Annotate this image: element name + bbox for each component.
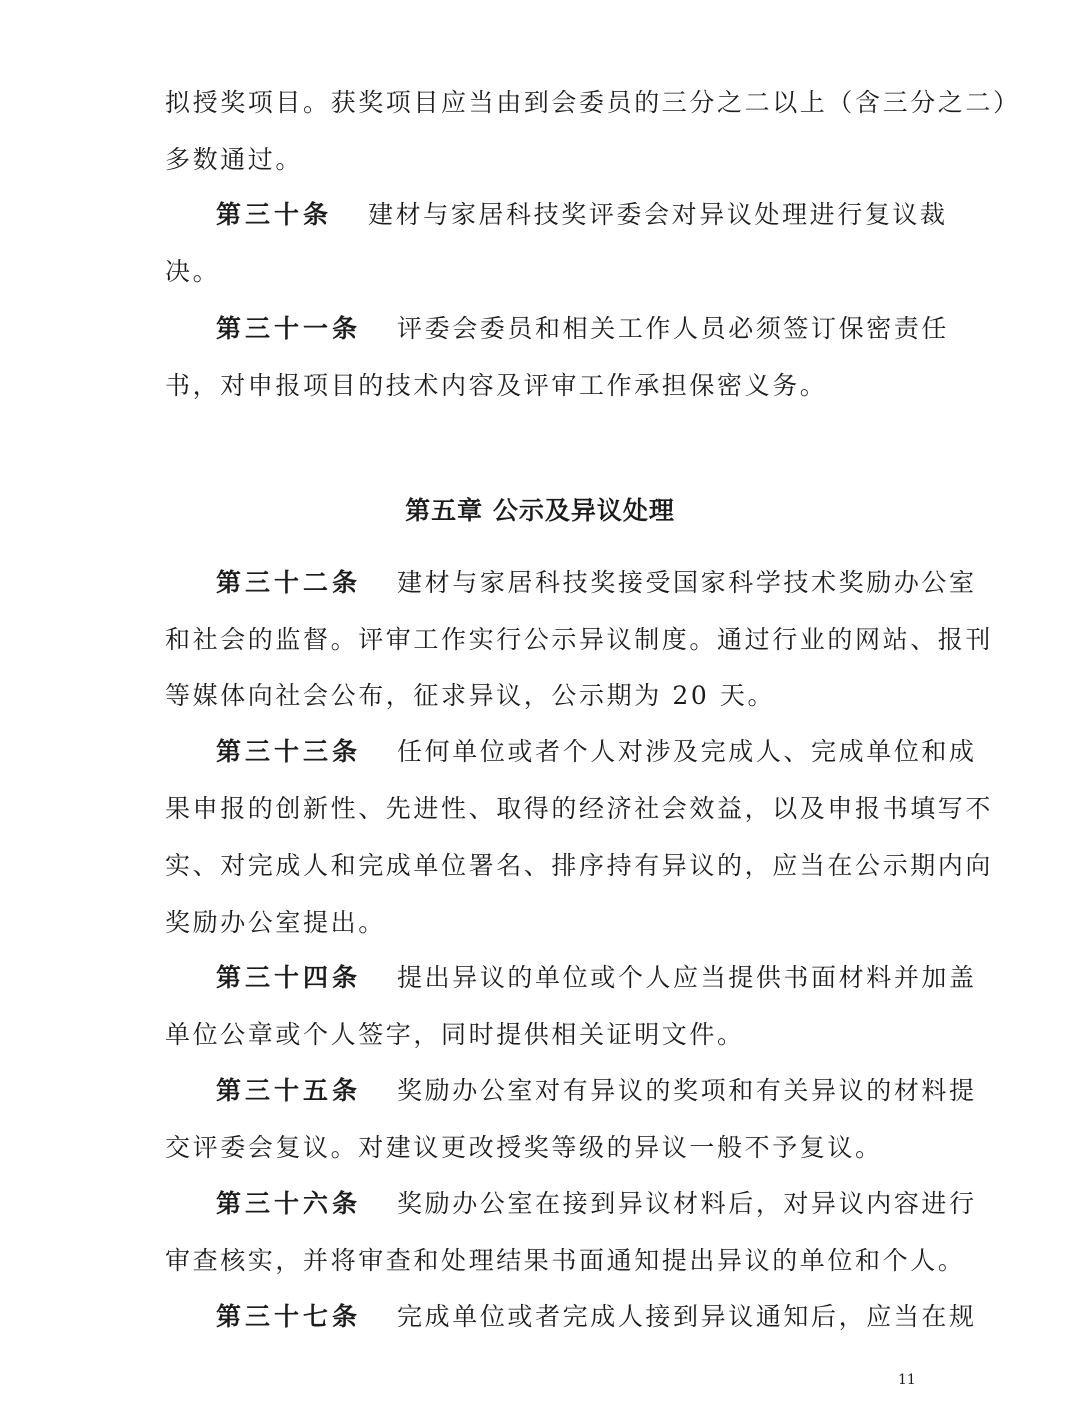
paragraph-line: 拟授奖项目。获奖项目应当由到会委员的三分之二以上（含三分之二）: [165, 88, 1021, 117]
article-33-text: 任何单位或者个人对涉及完成人、完成单位和成: [397, 737, 977, 766]
article-31-label: 第三十一条: [216, 314, 362, 343]
article-31-text: 评委会委员和相关工作人员必须签订保密责任: [397, 314, 950, 343]
article-35-line: [216, 1074, 977, 1108]
article-32-text: 建材与家居科技奖接受国家科学技术奖励办公室: [397, 568, 977, 597]
article-32-continuation: 和社会的监督。评审工作实行公示异议制度。通过行业的网站、报刊: [165, 625, 994, 654]
article-31-line: [216, 312, 950, 346]
article-34-continuation: 单位公章或个人签字，同时提供相关证明文件。: [165, 1020, 745, 1049]
article-33-continuation: 果申报的创新性、先进性、取得的经济社会效益，以及申报书填写不: [165, 794, 994, 823]
article-35-text: 奖励办公室对有异议的奖项和有关异议的材料提: [397, 1076, 977, 1105]
article-32-line: [216, 566, 977, 600]
article-34-text: 提出异议的单位或个人应当提供书面材料并加盖: [397, 963, 977, 992]
paragraph-line: 多数通过。: [165, 145, 304, 174]
article-36-continuation: 审查核实，并将审查和处理结果书面通知提出异议的单位和个人。: [165, 1246, 966, 1275]
article-30-text: 建材与家居科技奖评委会对异议处理进行复议裁: [368, 200, 948, 229]
article-37-line: [216, 1300, 977, 1334]
chapter-title: 第五章 公示及异议处理: [405, 496, 675, 525]
article-33-continuation: 奖励办公室提出。: [165, 908, 386, 937]
article-37-text: 完成单位或者完成人接到异议通知后，应当在规: [397, 1302, 977, 1331]
article-36-line: [216, 1187, 977, 1221]
article-34-label: 第三十四条: [216, 963, 362, 992]
article-31-continuation: 书，对申报项目的技术内容及评审工作承担保密义务。: [165, 371, 828, 400]
article-33-continuation: 实、对完成人和完成单位署名、排序持有异议的，应当在公示期内向: [165, 851, 994, 880]
article-33-label: 第三十三条: [216, 737, 362, 766]
article-35-continuation: 交评委会复议。对建议更改授奖等级的异议一般不予复议。: [165, 1133, 883, 1162]
article-37-label: 第三十七条: [216, 1302, 362, 1331]
article-36-text: 奖励办公室在接到异议材料后，对异议内容进行: [397, 1189, 977, 1218]
article-32-continuation: 等媒体向社会公布，征求异议，公示期为 20 天。: [165, 681, 776, 710]
article-35-label: 第三十五条: [216, 1076, 362, 1105]
article-30-line: [216, 198, 948, 232]
article-32-label: 第三十二条: [216, 568, 362, 597]
page-number: 11: [898, 1372, 916, 1388]
article-30-label: 第三十条: [216, 200, 333, 229]
article-36-label: 第三十六条: [216, 1189, 362, 1218]
article-34-line: [216, 961, 977, 995]
article-30-continuation: 决。: [165, 257, 221, 286]
article-33-line: [216, 735, 977, 769]
